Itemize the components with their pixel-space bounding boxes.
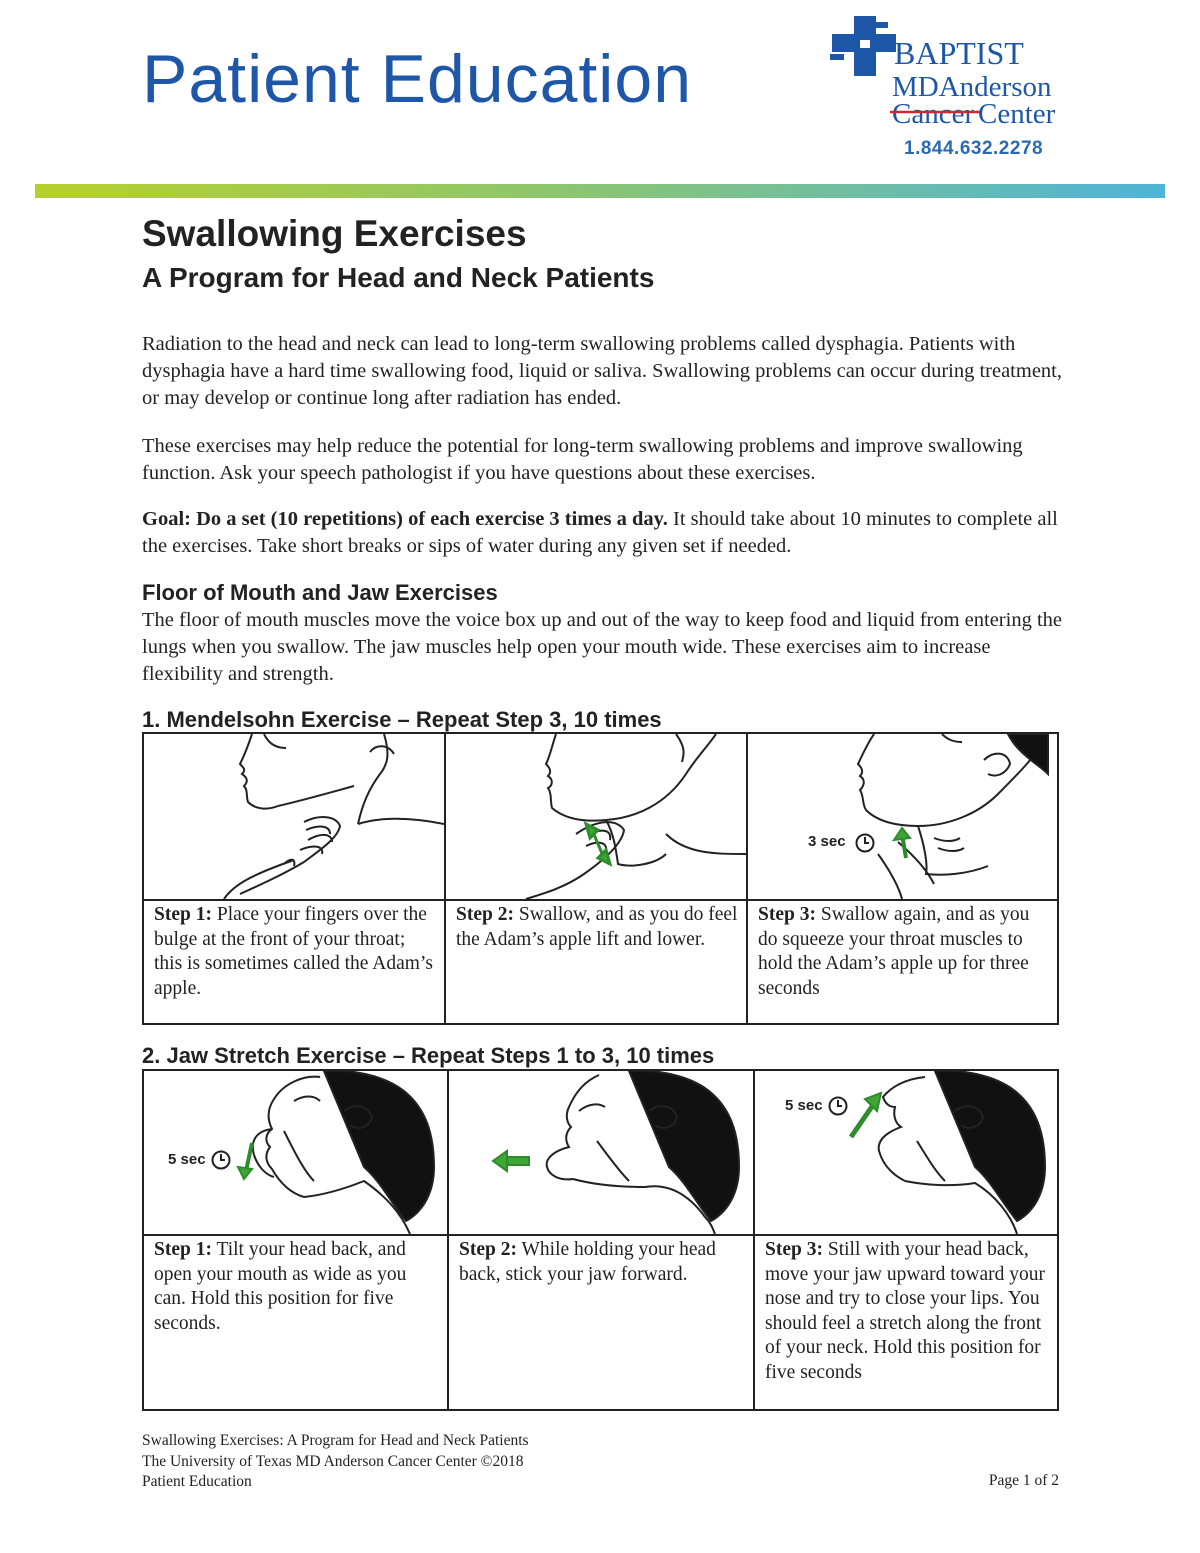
exercise-2-step-2-illustration xyxy=(449,1071,755,1236)
logo-line-baptist: BAPTIST xyxy=(894,35,1024,71)
step-label: Step 1: xyxy=(154,904,212,925)
step-label: Step 3: xyxy=(765,1239,823,1260)
exercise-2-step-3-timer-label: 5 sec xyxy=(785,1097,823,1114)
exercise-1-step-3-illustration xyxy=(748,734,1059,901)
exercise-1-step-3-text xyxy=(748,901,1059,1023)
clock-icon xyxy=(210,1149,232,1171)
header-divider-bar xyxy=(35,184,1165,198)
document-subtitle: A Program for Head and Neck Patients xyxy=(142,262,655,293)
exercise-2-step-2-text xyxy=(449,1236,755,1409)
phone-number: 1.844.632.2278 xyxy=(904,138,1044,159)
goal-bold-text: Goal: Do a set (10 repetitions) of each exercise 3 times a day. xyxy=(142,508,668,530)
step-description: Swallow, and as you do feel the Adam’s apple lift and lower. xyxy=(456,904,738,950)
left-arrow-icon xyxy=(493,1151,529,1171)
step-label: Step 1: xyxy=(154,1239,212,1260)
document-title: Swallowing Exercises xyxy=(142,213,527,254)
step-description: Place your fingers over the bulge at the front of your throat; this is sometimes called the Adam’s apple. xyxy=(154,904,433,999)
step-description: While holding your head back, stick your jaw forward. xyxy=(459,1239,716,1285)
exercise-2-heading: 2. Jaw Stretch Exercise – Repeat Steps 1 to 3, 10 times xyxy=(142,1043,715,1068)
footer-department: Patient Education xyxy=(142,1473,252,1490)
exercise-2-step-1-timer-label: 5 sec xyxy=(168,1151,206,1168)
baptist-md-anderson-logo xyxy=(826,8,1086,128)
logo-line-center: Center xyxy=(978,98,1056,128)
step-label: Step 2: xyxy=(456,904,514,925)
clock-icon xyxy=(854,832,876,854)
step-description: Tilt your head back, and open your mouth as wide as you can. Hold this position for five seconds. xyxy=(154,1239,407,1334)
exercise-2-table xyxy=(142,1069,1059,1411)
exercise-1-heading: 1. Mendelsohn Exercise – Repeat Step 3, 10 times xyxy=(142,707,662,732)
up-right-arrow-icon xyxy=(851,1093,881,1137)
exercise-2-step-1-illustration xyxy=(144,1071,449,1236)
goal-rest-text: It should take about 10 minutes to complete all the exercises. Take short breaks or sips of water during any given set if needed. xyxy=(142,508,1058,557)
exercise-2-step-1-text xyxy=(144,1236,449,1409)
page-header-title: Patient Education xyxy=(142,41,693,117)
up-arrow-icon xyxy=(894,828,910,858)
step-description: Swallow again, and as you do squeeze your throat muscles to hold the Adam’s apple up for three seconds xyxy=(758,904,1030,999)
logo-line-mdanderson: MDAnderson xyxy=(892,71,1052,103)
footer-copyright: The University of Texas MD Anderson Cancer Center ©2018 xyxy=(142,1452,524,1470)
page-footer xyxy=(142,1431,529,1493)
exercise-benefit-paragraph: These exercises may help reduce the potential for long-term swallowing problems and improve swallowing function. Ask your speech pathologist if you have questions about these exercises. xyxy=(142,435,1023,484)
exercise-1-step-2-text xyxy=(446,901,748,1023)
clock-icon xyxy=(827,1095,849,1117)
exercise-2-step-3-text xyxy=(755,1236,1059,1409)
exercise-2-step-3-illustration xyxy=(755,1071,1059,1236)
floor-section-heading: Floor of Mouth and Jaw Exercises xyxy=(142,580,498,605)
footer-document-title: Swallowing Exercises: A Program for Head and Neck Patients xyxy=(142,1432,529,1449)
intro-paragraph: Radiation to the head and neck can lead to long-term swallowing problems called dysphagia. Patients with dysphagia have a hard time swallowing food, liquid or saliva. Swallowing problems can occur during treatment, or may develop or continue long after radiation has ended. xyxy=(142,333,1062,409)
step-label: Step 2: xyxy=(459,1239,517,1260)
logo-line-cancer: Cancer xyxy=(892,98,975,128)
step-label: Step 3: xyxy=(758,904,816,925)
down-arrow-icon xyxy=(238,1143,252,1179)
page-number: Page 1 of 2 xyxy=(988,1472,1059,1489)
exercise-1-step-1-illustration xyxy=(144,734,446,901)
exercise-1-step-2-illustration xyxy=(446,734,748,901)
exercise-1-step-1-text xyxy=(144,901,446,1023)
step-description: Still with your head back, move your jaw upward toward your nose and try to close your lips. You should feel a stretch along the front of your neck. Hold this position for five seconds xyxy=(765,1239,1045,1383)
floor-section-text: The floor of mouth muscles move the voice box up and out of the way to keep food and liquid from entering the lungs when you swallow. The jaw muscles help open your mouth wide. These exercises aim to increase flexibility and strength. xyxy=(142,609,1062,685)
exercise-1-step-3-timer-label: 3 sec xyxy=(808,833,846,850)
exercise-1-table xyxy=(142,732,1059,1025)
goal-paragraph xyxy=(142,506,1062,560)
